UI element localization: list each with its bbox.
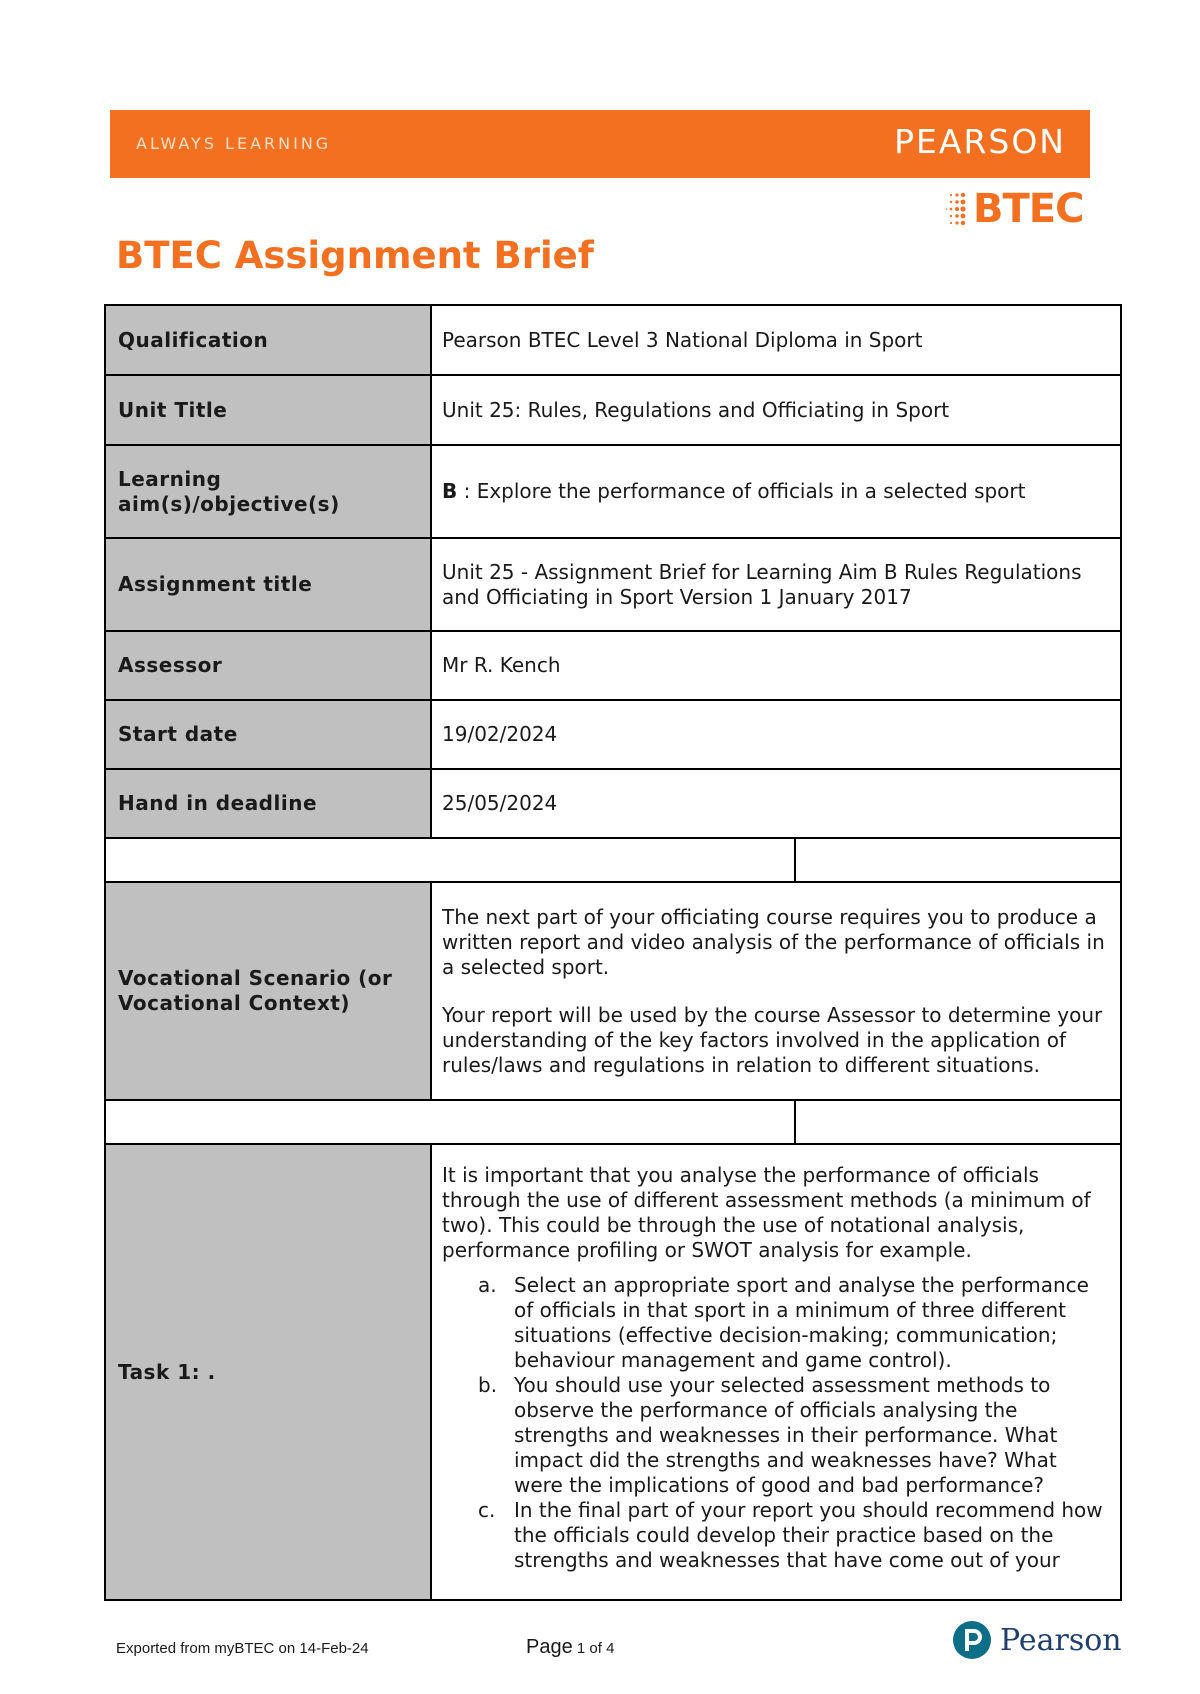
page-number: [526, 1636, 614, 1659]
scenario-paragraph: The next part of your officiating course requires you to produce a written report and video analysis of the performance of officials in a selected sport.: [442, 904, 1105, 979]
list-item: [478, 1373, 1110, 1498]
task-content: [442, 1163, 1110, 1579]
spacer-cell: [795, 838, 1121, 882]
row-label: Assignment title: [105, 538, 431, 631]
scenario-paragraph: Your report will be used by the course Assessor to determine your understanding of the key factors involved in the application of rules/laws and regulations in relation to different situations.: [442, 1002, 1103, 1077]
task-text: [431, 1144, 1121, 1600]
row-value: 25/05/2024: [431, 769, 1121, 838]
table-row: [105, 700, 1121, 769]
list-text: Select an appropriate sport and analyse the performance of officials in that sport in a minimum of three different situations (effective decision-making; communication; behaviour management and game control).: [514, 1273, 1089, 1372]
spacer-row: [105, 1100, 1121, 1144]
task-intro: It is important that you analyse the performance of officials through the use of different assessment methods (a minimum of two). This could be through the use of notational analysis, performance profiling or SWOT analysis for example.: [442, 1163, 1091, 1262]
table-row: [105, 769, 1121, 838]
learning-aim-code: B: [442, 479, 458, 503]
list-marker: a.: [478, 1273, 497, 1297]
assignment-brief-table: [104, 304, 1122, 1601]
pearson-footer-word: Pearson: [1000, 1622, 1122, 1658]
list-marker: c.: [478, 1498, 496, 1522]
spacer-cell: [105, 838, 795, 882]
row-label: Assessor: [105, 631, 431, 700]
row-value: 19/02/2024: [431, 700, 1121, 769]
list-text: You should use your selected assessment methods to observe the performance of officials analysing the strengths and weaknesses in their performance. What impact did the strengths and weaknesses have? What were the implications of good and bad performance?: [514, 1373, 1058, 1497]
pearson-p-icon: [952, 1620, 992, 1660]
table-row: [105, 882, 1121, 1100]
row-label: Start date: [105, 700, 431, 769]
page-word: Page: [526, 1636, 573, 1658]
btec-logo: [945, 186, 1083, 232]
row-value: Pearson BTEC Level 3 National Diploma in Sport: [431, 305, 1121, 375]
row-value: Mr R. Kench: [431, 631, 1121, 700]
table-row: [105, 1144, 1121, 1600]
learning-aim-text: : Explore the performance of officials in a selected sport: [457, 479, 1026, 503]
list-marker: b.: [478, 1373, 498, 1397]
task-list: [442, 1273, 1110, 1573]
task-label: Task 1: .: [105, 1144, 431, 1600]
row-label: Hand in deadline: [105, 769, 431, 838]
row-value: [431, 445, 1121, 538]
spacer-row: [105, 838, 1121, 882]
pearson-brand: PEARSON: [894, 122, 1066, 161]
table-row: [105, 631, 1121, 700]
row-label: Qualification: [105, 305, 431, 375]
page-title: BTEC Assignment Brief: [116, 234, 594, 277]
scenario-label: Vocational Scenario (or Vocational Context): [105, 882, 431, 1100]
spacer-cell: [105, 1100, 795, 1144]
row-value: Unit 25: Rules, Regulations and Officiating in Sport: [431, 375, 1121, 445]
list-item: [478, 1273, 1110, 1373]
table-row: [105, 445, 1121, 538]
pearson-footer-logo: [952, 1620, 1122, 1660]
table-row: [105, 305, 1121, 375]
tagline: ALWAYS LEARNING: [136, 134, 332, 153]
list-text: In the final part of your report you should recommend how the officials could develop their practice based on the strengths and weaknesses that have come out of your: [514, 1498, 1103, 1572]
btec-logo-word: BTEC: [973, 186, 1084, 232]
list-item: [478, 1498, 1110, 1573]
scenario-text: [431, 882, 1121, 1100]
export-note: Exported from myBTEC on 14-Feb-24: [116, 1640, 369, 1657]
row-label: Unit Title: [105, 375, 431, 445]
pearson-banner: [110, 110, 1090, 178]
btec-dots-icon: [945, 189, 969, 229]
spacer-cell: [795, 1100, 1121, 1144]
table-row: [105, 538, 1121, 631]
row-value: Unit 25 - Assignment Brief for Learning Aim B Rules Regulations and Officiating in Sport Version 1 January 2017: [431, 538, 1121, 631]
row-label: Learning aim(s)/objective(s): [105, 445, 431, 538]
table-row: [105, 375, 1121, 445]
page-of: 1 of 4: [576, 1640, 615, 1657]
